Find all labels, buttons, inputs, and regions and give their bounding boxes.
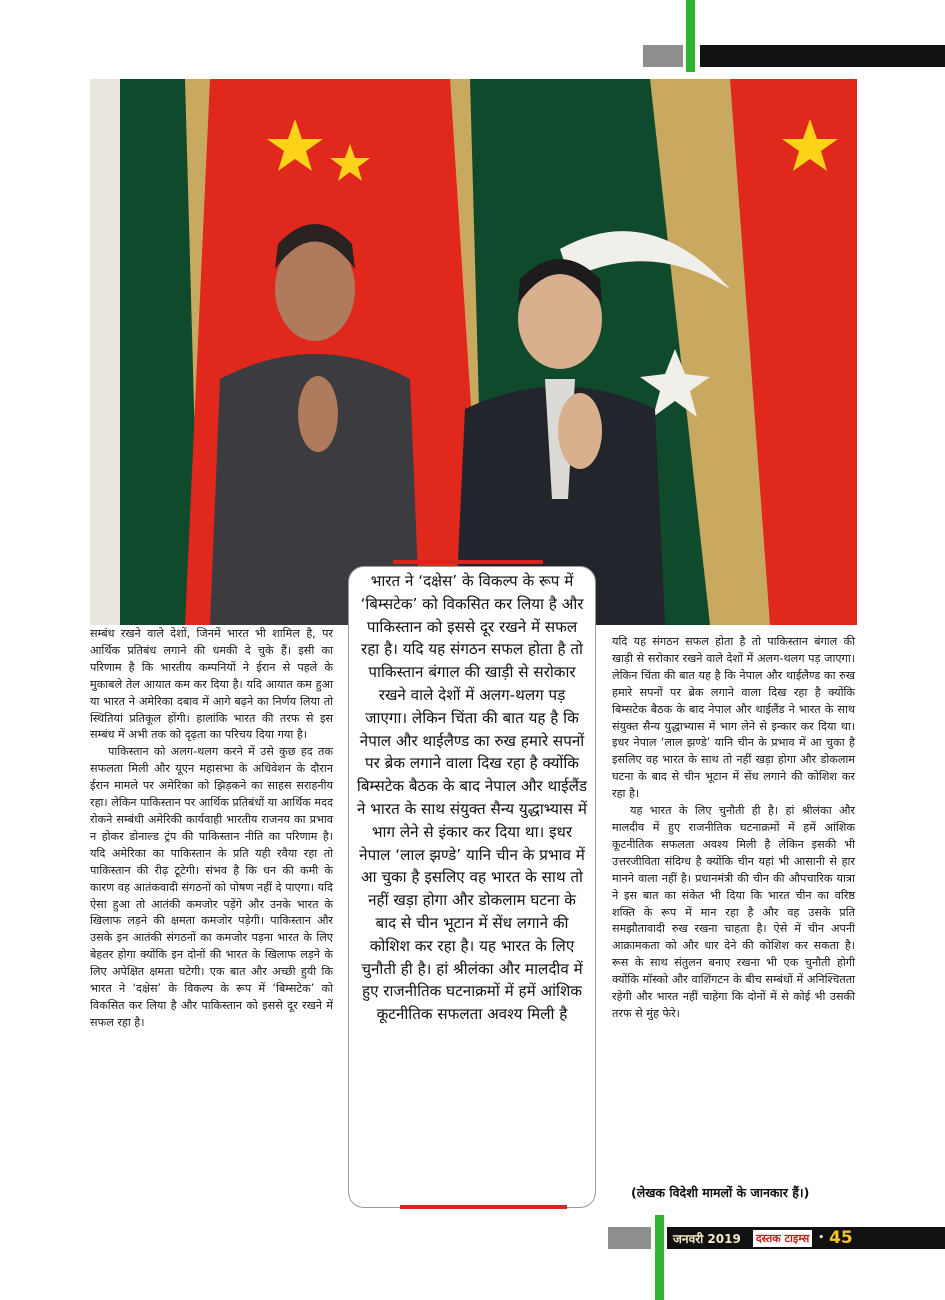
footer-bullet: •: [818, 1233, 825, 1243]
left-paragraph-1: सम्बंध रखने वाले देशों, जिनमें भारत भी शामिल है, पर आर्थिक प्रतिबंध लगाने की धमकी दे चुके हैं। इसी का परिणाम है कि भारतीय कम्पनियों ने ईरान से पहले के मुकाबले तेल आयात कम कर दिया है। यदि आयात कम हुआ या भारत ने अमेरिका दबाव में आगे बढ़ने का निर्णय लिया तो स्थितियां प्रतिकूल होंगी। हालांकि भारत की तरफ से इस सम्बंध में अभी तक को दृढ़ता का परिचय दिया गया है।: [90, 627, 333, 742]
header-black-bar: [700, 45, 945, 67]
left-paragraph-2: पाकिस्तान को अलग-थलग करने में उसे कुछ हद तक सफलता मिली और यूएन महासभा के अधिवेशन के दौरान ईरान मामले पर अमेरिका को झिड़कने का साहस सराहनीय रहा। लेकिन पाकिस्तान पर आर्थिक प्रतिबंधों या आर्थिक मदद रोकने सम्बंधी अमेरिकी कार्यवाही भारतीय राजनय का प्रभाव न होकर डोनाल्ड ट्रंप की पाकिस्तान नीति का परिणाम है। यदि अमेरिका का पाकिस्तान के प्रति यही रवैया रहा तो पाकिस्तान की रीढ़ टूटेगी। संभव है कि धन की कमी के कारण वह आतंकवादी संगठनों को पोषण नहीं दे पाएगा। यदि ऐसा हुआ तो आतंकी कमजोर पड़ेंगे और उनके भारत के खिलाफ लड़ने की क्षमता कमजोर पड़ेगी। पाकिस्तान और उसके इन आतंकी संगठनों का कमजोर पड़ना भारत के लिए बेहतर होगा क्योंकि इन दोनों की भारत के खिलाफ लड़ने के लिए अपेक्षित क्षमता घटेगी। एक बात और अच्छी हुयी कि भारत ने ‘दक्षेस’ के विकल्प के रूप में ‘बिम्सटेक’ को विकसित कर लिया है और पाकिस्तान को इससे दूर रखने में सफल रहा है।: [90, 745, 333, 1029]
footer-month: जनवरी 2019: [673, 1231, 741, 1246]
footer-gray-block: [608, 1227, 651, 1249]
leaders-photo: [90, 79, 857, 625]
author-note: (लेखक विदेशी मामलों के जानकार हैं।): [631, 1185, 810, 1200]
pull-quote-top-rule: [393, 560, 543, 564]
pull-quote-bottom-rule: [400, 1205, 567, 1209]
header-gray-block: [643, 45, 683, 67]
photo-illustration: [90, 79, 857, 625]
footer-green-bar: [655, 1215, 664, 1300]
footer-bar: [667, 1227, 945, 1249]
pull-quote-text: भारत ने ‘दक्षेस’ के विकल्प के रूप में ‘बिम्सटेक’ को विकसित कर लिया है और पाकिस्तान को इससे दूर रखने में सफल रहा है। यदि यह संगठन सफल होता है तो पाकिस्तान बंगाल की खाड़ी से सरोकार रखने वाले देशों में अलग-थलग पड़ जाएगा। लेकिन चिंता की बात यह है कि नेपाल और थाईलैण्ड का रुख हमारे सपनों पर ब्रेक लगाने वाला दिख रहा है क्योंकि बिम्सटेक बैठक के बाद नेपाल और थाईलैंड ने भारत के साथ संयुक्त सैन्य युद्धाभ्यास में भाग लेने से इंकार कर दिया था। इधर नेपाल ‘लाल झण्डे’ यानि चीन के प्रभाव में आ चुका है इसलिए वह भारत के साथ तो नहीं खड़ा होगा और डोकलाम घटना के बाद से चीन भूटान में सेंध लगाने की कोशिश कर रहा है। यह भारत के लिए चुनौती ही है। हां श्रीलंका और मालदीव में हुए राजनीतिक घटनाक्रमों में हमें आंशिक कूटनीतिक सफलता अवश्य मिली है: [356, 572, 588, 1024]
right-column: [612, 634, 855, 1023]
right-paragraph-1: यदि यह संगठन सफल होता है तो पाकिस्तान बंगाल की खाड़ी से सरोकार रखने वाले देशों में अलग-थलग पड़ जाएगा। लेकिन चिंता की बात यह है कि नेपाल और थाईलैण्ड का रुख हमारे सपनों पर ब्रेक लगाने वाला दिख रहा है क्योंकि बिम्सटेक बैठक के बाद नेपाल और थाईलैंड ने भारत के साथ संयुक्त सैन्य युद्धाभ्यास में भाग लेने से इन्कार कर दिया था। इधर नेपाल ‘लाल झण्डे’ यानि चीन के प्रभाव में आ चुका है इसलिए वह भारत के साथ तो नहीं खड़ा होगा और डोकलाम घटना के बाद से चीन भूटान में सेंध लगाने की कोशिश कर रहा है।: [612, 635, 855, 801]
header-green-bar: [686, 0, 695, 72]
footer-magazine-logo: दस्तक टाइम्स: [753, 1230, 812, 1247]
page-number: 45: [829, 1228, 853, 1248]
right-paragraph-2: यह भारत के लिए चुनौती ही है। हां श्रीलंका और मालदीव में हुए राजनीतिक घटनाक्रमों में हमें आंशिक कूटनीतिक सफलता अवश्य मिली है लेकिन इसकी भी उत्तरजीविता संदिग्ध है क्योंकि चीन यहां भी आसानी से हार मानने वाला नहीं है। प्रधानमंत्री की चीन की औपचारिक यात्रा ने इस बात का संकेत भी दिया कि भारत चीन का वरिष्ठ शक्ति के रूप में मान रहा है और वह उसके प्रति समझौतावादी रुख रखना चाहता है। ऐसे में चीन अपनी आक्रामकता को और धार देने की कोशिश कर सकता है। रूस के साथ संतुलन बनाए रखना भी एक चुनौती होगी क्योंकि मॉस्को और वाशिंगटन के बीच सम्बंधों में अनिश्चितता रहेगी और भारत नहीं चाहेगा कि दोनों में से कोई भी उसकी तरफ से मुंह फेरे।: [612, 804, 855, 1020]
left-column: [90, 626, 333, 1032]
